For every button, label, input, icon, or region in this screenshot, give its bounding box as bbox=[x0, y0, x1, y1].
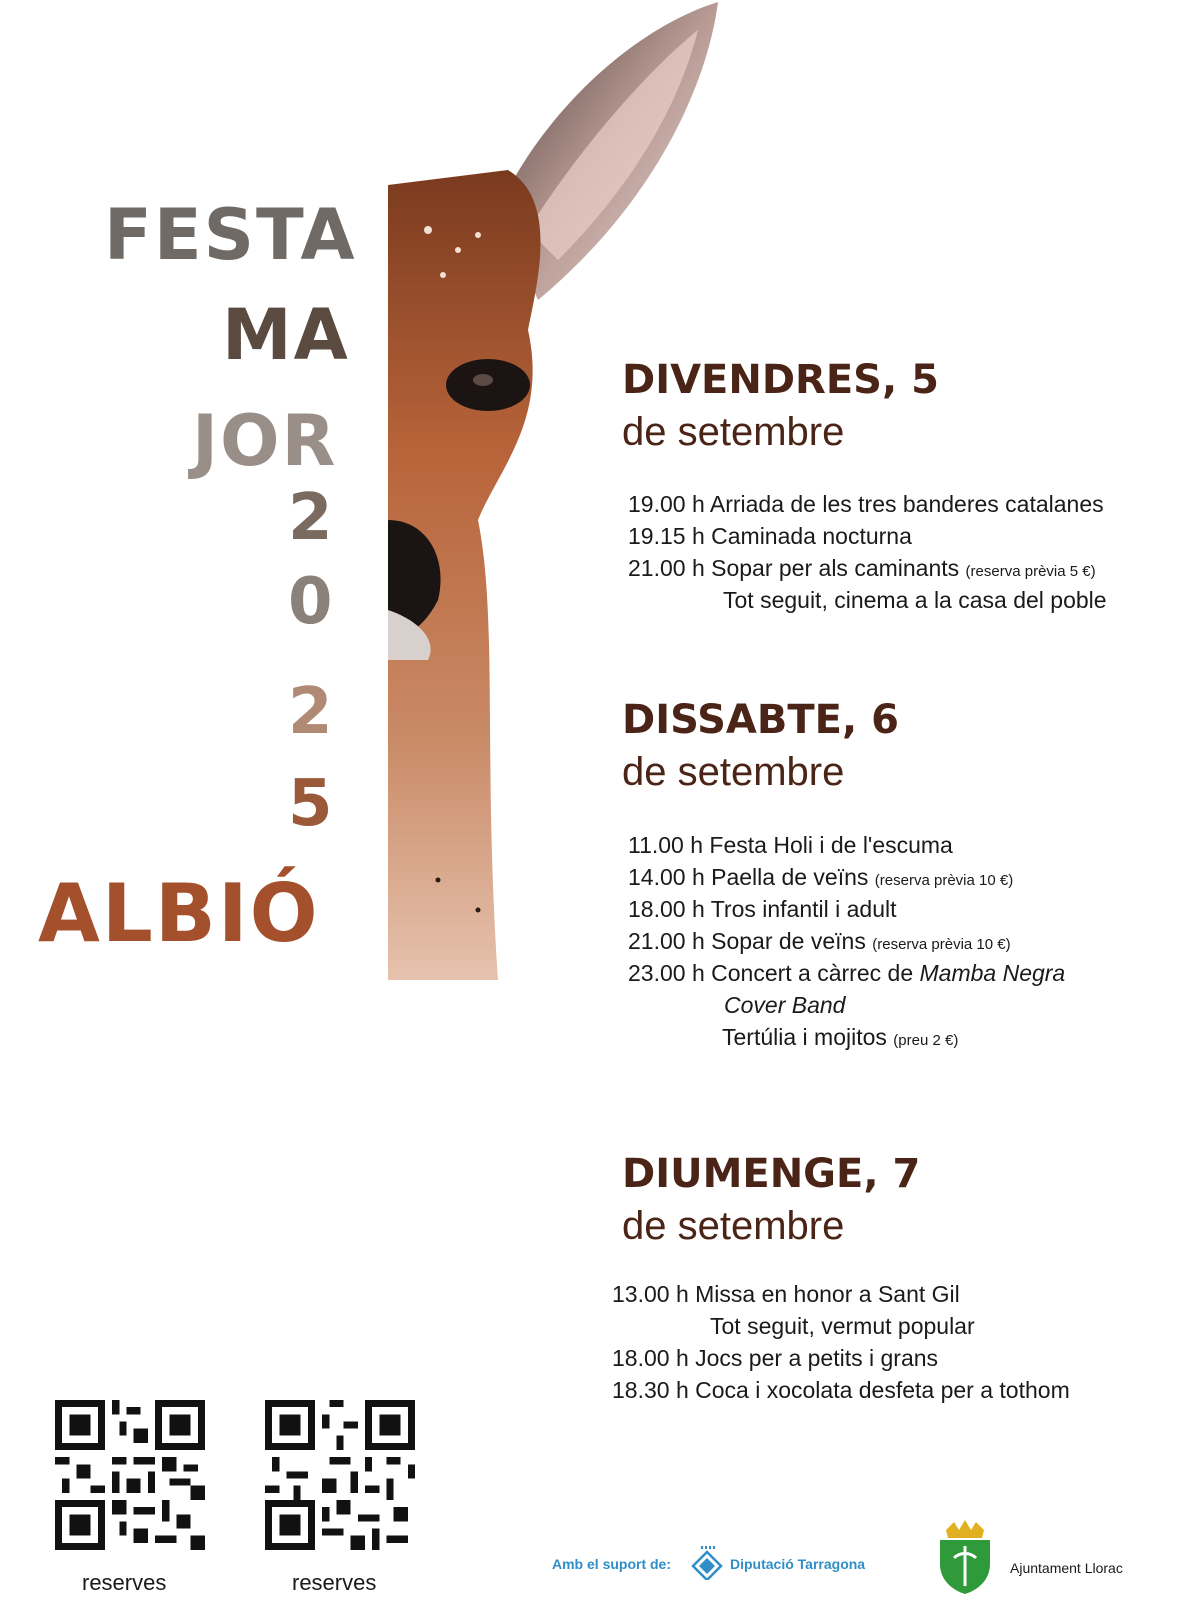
title-ma: MA bbox=[222, 294, 350, 376]
event-item: 11.00 h Festa Holi i de l'escuma bbox=[628, 832, 953, 858]
event-item: Cover Band bbox=[724, 992, 846, 1018]
title-year-digit-4: 5 bbox=[288, 767, 335, 841]
day-subheading-saturday: de setembre bbox=[622, 750, 845, 794]
qr-label: reserves bbox=[82, 1570, 167, 1595]
event-item: Tot seguit, vermut popular bbox=[710, 1313, 975, 1339]
diputacio-name: Diputació Tarragona bbox=[730, 1556, 866, 1572]
title-year-digit-3: 2 bbox=[288, 675, 335, 749]
event-note: (reserva prèvia 5 €) bbox=[965, 563, 1096, 580]
day-subheading-friday: de setembre bbox=[622, 410, 845, 454]
qr-code-icon[interactable] bbox=[265, 1400, 415, 1550]
title-year-digit-1: 2 bbox=[288, 481, 335, 555]
event-item: 13.00 h Missa en honor a Sant Gil bbox=[612, 1281, 960, 1307]
event-item: Tertúlia i mojitos (preu 2 €) bbox=[722, 1024, 959, 1050]
event-item: 23.00 h Concert a càrrec de Mamba Negra bbox=[628, 960, 1066, 986]
event-item: 21.00 h Sopar de veïns (reserva prèvia 10 €) bbox=[628, 928, 1011, 954]
title-jor: JOR bbox=[192, 400, 338, 482]
day-heading-saturday: DISSABTE, 6 bbox=[622, 697, 899, 743]
event-note: (reserva prèvia 10 €) bbox=[872, 936, 1011, 953]
day-subheading-sunday: de setembre bbox=[622, 1204, 845, 1248]
event-item: 18.30 h Coca i xocolata desfeta per a tothom bbox=[612, 1377, 1070, 1403]
title-festa: FESTA bbox=[104, 194, 357, 276]
title-place: ALBIÓ bbox=[38, 867, 320, 960]
event-item: Tot seguit, cinema a la casa del poble bbox=[723, 587, 1107, 613]
event-item: 18.00 h Tros infantil i adult bbox=[628, 896, 897, 922]
event-band-name: Mamba Negra bbox=[919, 960, 1066, 986]
qr-code-icon[interactable] bbox=[55, 1400, 205, 1550]
day-heading-friday: DIVENDRES, 5 bbox=[622, 357, 939, 403]
event-item: 19.00 h Arriada de les tres banderes catalanes bbox=[628, 491, 1104, 517]
event-note: (reserva prèvia 10 €) bbox=[874, 872, 1014, 889]
title-year-digit-2: 0 bbox=[288, 565, 335, 639]
event-item: 21.00 h Sopar per als caminants (reserva prèvia 5 €) bbox=[628, 555, 1096, 581]
support-label: Amb el suport de: bbox=[552, 1556, 672, 1572]
event-item: 14.00 h Paella de veïns (reserva prèvia 10 €) bbox=[628, 864, 1014, 890]
day-heading-sunday: DIUMENGE, 7 bbox=[622, 1151, 921, 1197]
event-note: (preu 2 €) bbox=[893, 1032, 959, 1049]
event-item: 18.00 h Jocs per a petits i grans bbox=[612, 1345, 939, 1371]
ajuntament-name: Ajuntament Llorac bbox=[1010, 1560, 1123, 1576]
qr-label: reserves bbox=[292, 1570, 377, 1595]
event-item: 19.15 h Caminada nocturna bbox=[628, 523, 912, 549]
diputacio-logo-icon bbox=[690, 1546, 724, 1580]
municipal-crest-icon bbox=[934, 1520, 996, 1594]
